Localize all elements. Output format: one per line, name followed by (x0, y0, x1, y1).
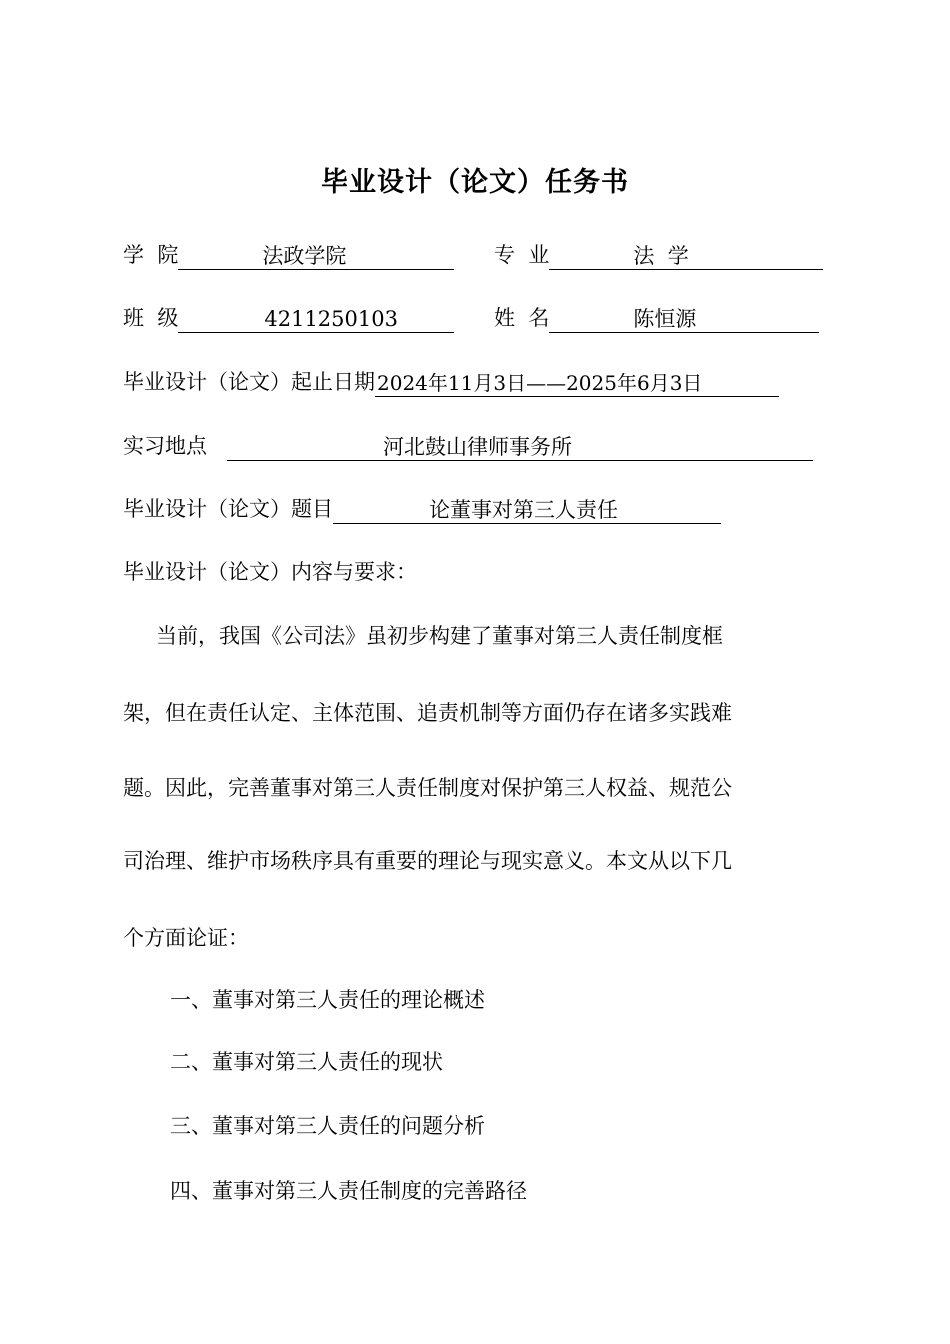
content-line: 个方面论证： (123, 926, 249, 950)
class-row (123, 303, 454, 333)
name-field[interactable] (549, 304, 819, 333)
date-field[interactable] (375, 368, 779, 397)
location-row (123, 431, 813, 461)
class-value: 4211250103 (264, 307, 398, 331)
document-title: 毕业设计（论文）任务书 (321, 167, 629, 198)
college-row (123, 240, 454, 270)
content-heading: 毕业设计（论文）内容与要求： (123, 560, 417, 584)
outline-item: 四、董事对第三人责任制度的完善路径 (170, 1179, 527, 1203)
location-label: 实习地点 (123, 434, 207, 458)
class-label: 班 级 (123, 306, 179, 330)
topic-field[interactable] (333, 495, 721, 524)
name-row (494, 303, 819, 333)
outline-item: 三、董事对第三人责任的问题分析 (170, 1114, 485, 1138)
content-line: 当前，我国《公司法》虽初步构建了董事对第三人责任制度框 (156, 624, 723, 648)
college-field[interactable] (178, 241, 454, 270)
date-row (123, 367, 779, 397)
major-field[interactable] (549, 241, 823, 270)
name-label: 姓 名 (494, 306, 550, 330)
date-label: 毕业设计（论文）起止日期 (123, 370, 375, 394)
college-label: 学 院 (123, 243, 179, 267)
outline-item: 二、董事对第三人责任的现状 (170, 1050, 443, 1074)
major-value: 法 学 (633, 244, 689, 268)
content-line: 司治理、维护市场秩序具有重要的理论与现实意义。本文从以下几 (123, 849, 732, 873)
name-value: 陈恒源 (633, 307, 697, 331)
major-label: 专 业 (494, 243, 550, 267)
location-value: 河北鼓山律师事务所 (383, 435, 572, 459)
outline-item: 一、董事对第三人责任的理论概述 (170, 988, 485, 1012)
content-line: 架，但在责任认定、主体范围、追责机制等方面仍存在诸多实践难 (123, 701, 732, 725)
major-row (494, 240, 823, 270)
content-line: 题。因此，完善董事对第三人责任制度对保护第三人权益、规范公 (123, 776, 732, 800)
location-field[interactable] (227, 432, 813, 461)
topic-value: 论董事对第三人责任 (429, 498, 618, 522)
class-field[interactable] (178, 304, 454, 333)
college-value: 法政学院 (262, 244, 347, 268)
date-value: 2024年11月3日——2025年6月3日 (377, 371, 703, 395)
topic-label: 毕业设计（论文）题目 (123, 497, 333, 521)
topic-row (123, 494, 721, 524)
